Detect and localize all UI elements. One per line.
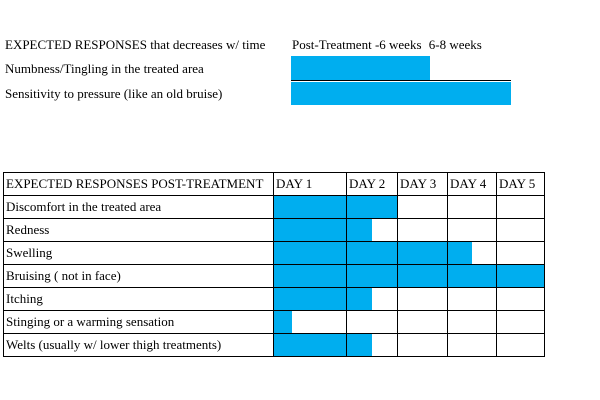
- day-cell: [497, 288, 545, 311]
- day-cell: [448, 334, 497, 357]
- duration-bar: [291, 56, 430, 80]
- column-header: EXPECTED RESPONSES POST-TREATMENT: [4, 173, 274, 196]
- table-row: [4, 219, 545, 242]
- day-cell: [398, 265, 448, 288]
- duration-label: Post-Treatment -6 weeks: [292, 37, 422, 52]
- column-header-day: DAY 3: [398, 173, 448, 196]
- response-label: Swelling: [4, 242, 274, 265]
- response-label: Discomfort in the treated area: [4, 196, 274, 219]
- duration-fill: [274, 219, 346, 241]
- duration-fill: [274, 196, 346, 218]
- day-cell: [497, 311, 545, 334]
- day-cell: [347, 311, 398, 334]
- decreasing-row-label: Numbness/Tingling in the treated area: [5, 61, 204, 76]
- duration-fill: [347, 219, 372, 241]
- day-cell: [274, 196, 347, 219]
- day-cell: [497, 242, 545, 265]
- duration-fill: [347, 265, 397, 287]
- row-divider: [291, 80, 511, 81]
- day-cell: [448, 288, 497, 311]
- day-cell: [398, 196, 448, 219]
- column-header-day: DAY 4: [448, 173, 497, 196]
- day-cell: [448, 196, 497, 219]
- duration-fill: [274, 265, 346, 287]
- day-cell: [347, 242, 398, 265]
- response-label: Itching: [4, 288, 274, 311]
- post-treatment-table: [3, 172, 545, 357]
- duration-fill: [274, 334, 346, 356]
- duration-fill: [347, 242, 397, 264]
- day-cell: [274, 288, 347, 311]
- duration-fill: [274, 288, 346, 310]
- duration-fill: [347, 288, 372, 310]
- day-cell: [347, 288, 398, 311]
- table-row: [4, 265, 545, 288]
- day-cell: [448, 265, 497, 288]
- day-cell: [497, 334, 545, 357]
- day-cell: [398, 311, 448, 334]
- decreasing-heading: EXPECTED RESPONSES that decreases w/ time: [5, 37, 266, 52]
- day-cell: [274, 219, 347, 242]
- duration-alt-label: 6-8 weeks: [428, 37, 482, 52]
- response-label: Bruising ( not in face): [4, 265, 274, 288]
- table-row: [4, 334, 545, 357]
- day-cell: [398, 334, 448, 357]
- duration-fill: [398, 265, 447, 287]
- day-cell: [448, 242, 497, 265]
- response-label: Welts (usually w/ lower thigh treatments): [4, 334, 274, 357]
- day-cell: [497, 219, 545, 242]
- duration-fill: [274, 311, 292, 333]
- day-cell: [347, 334, 398, 357]
- duration-fill: [448, 242, 472, 264]
- day-cell: [274, 242, 347, 265]
- table-row: [4, 288, 545, 311]
- table-header-row: [4, 173, 545, 196]
- day-cell: [274, 334, 347, 357]
- table-row: [4, 196, 545, 219]
- column-header-day: DAY 1: [274, 173, 347, 196]
- duration-header: [292, 37, 482, 53]
- table-row: [4, 311, 545, 334]
- duration-fill: [448, 265, 496, 287]
- day-cell: [497, 265, 545, 288]
- day-cell: [274, 265, 347, 288]
- day-cell: [497, 196, 545, 219]
- day-cell: [274, 311, 347, 334]
- duration-fill: [398, 242, 447, 264]
- table-row: [4, 242, 545, 265]
- decreasing-row-label: Sensitivity to pressure (like an old bruise): [5, 86, 223, 101]
- day-cell: [398, 242, 448, 265]
- duration-fill: [497, 265, 544, 287]
- day-cell: [347, 265, 398, 288]
- day-cell: [398, 288, 448, 311]
- day-cell: [347, 219, 398, 242]
- duration-fill: [347, 196, 397, 218]
- response-label: Stinging or a warming sensation: [4, 311, 274, 334]
- column-header-day: DAY 2: [347, 173, 398, 196]
- day-cell: [347, 196, 398, 219]
- response-label: Redness: [4, 219, 274, 242]
- column-header-day: DAY 5: [497, 173, 545, 196]
- day-cell: [448, 311, 497, 334]
- duration-fill: [274, 242, 346, 264]
- duration-bar: [291, 82, 511, 105]
- duration-fill: [347, 334, 372, 356]
- day-cell: [398, 219, 448, 242]
- day-cell: [448, 219, 497, 242]
